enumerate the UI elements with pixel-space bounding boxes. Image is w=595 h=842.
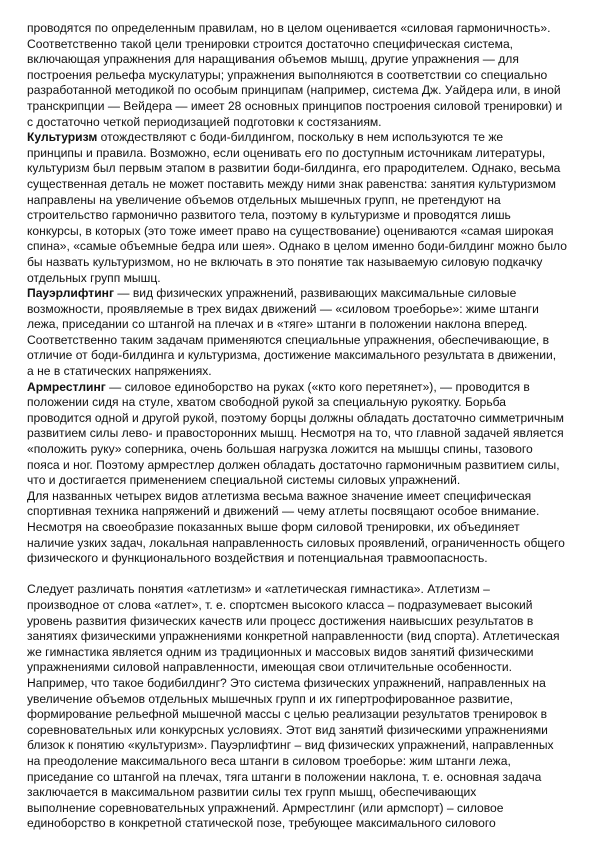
text-line: лежа, приседании со штангой на плечах и в «тяге» штанги в положении наклона вперед. <box>27 317 528 332</box>
document-page <box>27 21 573 832</box>
text-line: возможности, проявляемые в трех видах движений — «силовом троеборье»: жиме штанги <box>27 301 539 316</box>
text-line: Например, что такое бодибилдинг? Это система физических упражнений, направленных на <box>27 675 546 690</box>
text-line <box>27 130 573 146</box>
text-line: Соответственно такой цели тренировки строится достаточно специфическая система, <box>27 36 514 51</box>
text-line: разработанной методикой по особым принципам (например, система Дж. Уайдера или, в иной <box>27 83 561 98</box>
text-line: физического и функционального воздействия и потенциальная травмоопасность. <box>27 551 488 566</box>
text-line: культуризм был первым этапом в развитии боди-билдинга, его прародителем. Однако, весьма <box>27 161 561 176</box>
text-line: Несмотря на своеобразие показанных выше форм силовой тренировки, их объединяет <box>27 520 520 534</box>
text-line: на преодоление максимального веса штанги в силовом троеборье: жим штанги лежа, <box>27 753 511 768</box>
summary-paragraph <box>27 489 573 567</box>
text-line: заключается в максимальном развитии силы тех групп мышц, обеспечивающих <box>27 785 477 800</box>
text-run: — вид физических упражнений, развивающих максимальные силовые <box>114 286 517 301</box>
text-line: уровень развития физических качеств или процесс достижения наивысших результатов в <box>27 613 534 628</box>
armwrestling-paragraph <box>27 380 573 489</box>
text-line: с достаточно четкой периодизацией подготовки к состязаниям. <box>27 114 382 129</box>
text-line: существенная деталь не может поставить между ними знак равенства: занятия культуризмом <box>27 176 556 191</box>
paragraph-gap <box>27 567 573 583</box>
text-line: отдельных групп мышц. <box>27 270 161 285</box>
text-run: отождествляют с боди-билдингом, поскольку в нем используются те же <box>97 130 504 145</box>
text-line: же гимнастика является одним из традиционных и массовых видов занятий физическими <box>27 644 534 659</box>
text-line: положении сидя на стуле, хватом свободной рукой за специальную рукоятку. Борьба <box>27 395 507 410</box>
text-line: упражнениями силовой направленности, имеющая свои отличительные особенности. <box>27 660 512 675</box>
text-line: что и достигается применением специальной системы силовых упражнений. <box>27 473 461 488</box>
term-armwrestling: Армрестлинг <box>27 379 106 394</box>
text-line: Для названных четырех видов атлетизма весьма важное значение имеет специфическая <box>27 488 532 503</box>
text-line: строительство гармонично развитого тела, поэтому в культуризме и проводятся лишь <box>27 208 511 223</box>
text-line: единоборство в конкретной статической позе, требующее максимального силового <box>27 816 496 831</box>
text-line: спортивная техника напряжений и движений — чему атлеты посвящают особое внимание. <box>27 504 540 519</box>
text-line: выполнение соревновательных упражнений. Армрестлинг (или армспорт) – силовое <box>27 800 504 815</box>
text-line: Следует различать понятия «атлетизм» и «атлетическая гимнастика». Атлетизм – <box>27 582 490 597</box>
term-powerlifting: Пауэрлифтинг <box>27 286 114 301</box>
text-run: — силовое единоборство на руках («кто кого перетянет»), — проводится в <box>105 379 530 394</box>
athleticism-paragraph <box>27 582 573 832</box>
powerlifting-paragraph <box>27 286 573 380</box>
culturism-paragraph <box>27 130 573 286</box>
text-line: развитием силы лево- и правосторонних мышц. Несмотря на то, что главной задачей является <box>27 426 564 441</box>
text-line: занятиях физическими упражнениями конкретной направленности (вид спорта). Атлетическая <box>27 629 560 644</box>
text-line: бы назвать культуризмом, но не включать в это понятие так называемую силовую подкачку <box>27 254 543 269</box>
text-line: производное от слова «атлет», т. е. спортсмен высокого класса – подразумевает высокий <box>27 597 533 612</box>
text-line: приседание со штангой на плечах, тяга штанги в положении наклона, т. е. основная задача <box>27 769 542 784</box>
text-line: спина», «самые объемные бедра или шея». Однако в целом именно боди-билдинг можно было <box>27 239 567 254</box>
text-line: увеличение объемов отдельных мышечных групп и их гипертрофированное развитие, <box>27 691 514 706</box>
text-line: отличие от боди-билдинга и культуризма, достижение максимального результата в движении, <box>27 348 557 363</box>
text-line: соревновательных или конкурсных условиях. Этот вид занятий физическими упражнениями <box>27 722 548 737</box>
text-line: транскрипции — Вейдера — имеет 28 основных принципов построения силовой тренировки) и <box>27 98 563 113</box>
text-line: проводятся по определенным правилам, но в целом оценивается «силовая гармоничность». <box>27 21 551 35</box>
text-line: «положить руку» соперника, очень большая нагрузка ложится на мышцы спины, тазового <box>27 442 533 457</box>
text-line: построения рельефа мускулатуры; упражнения выполняются в соответствии со специально <box>27 67 548 82</box>
bodybuilding-paragraph-end <box>27 21 573 130</box>
text-line: включающая упражнения для наращивания объемов мышц, другие упражнения — для <box>27 52 519 67</box>
text-line: формирование рельефной мышечной массы с целью реализации результатов тренировок в <box>27 707 548 722</box>
term-culturism: Культуризм <box>27 130 98 145</box>
text-line: а не в статических напряжениях. <box>27 364 212 379</box>
text-line: близок к понятию «культуризм». Пауэрлифтинг – вид физических упражнений, направленных <box>27 738 554 753</box>
text-line: конкурсы, в которых (это тоже имеет право на существование) оцениваются «самая широкая <box>27 223 554 238</box>
text-line: наличие узких задач, локальная направленность силовых проявлений, ограниченность общего <box>27 535 565 550</box>
text-line: проводится одной и другой рукой, поэтому борцы должны обладать достаточно симметричным <box>27 410 564 425</box>
text-line: пояса и ног. Поэтому армрестлер должен обладать достаточно гармоничным развитием силы, <box>27 457 560 472</box>
text-line <box>27 286 573 302</box>
text-line <box>27 380 573 396</box>
text-line: направлены на увеличение объемов отдельных мышечных групп, не претендуют на <box>27 192 501 207</box>
text-line: принципы и правила. Возможно, если оценивать его по доступным источникам литературы, <box>27 145 546 160</box>
text-line: Соответственно таким задачам применяются специальные упражнения, обеспечивающие, в <box>27 332 549 347</box>
